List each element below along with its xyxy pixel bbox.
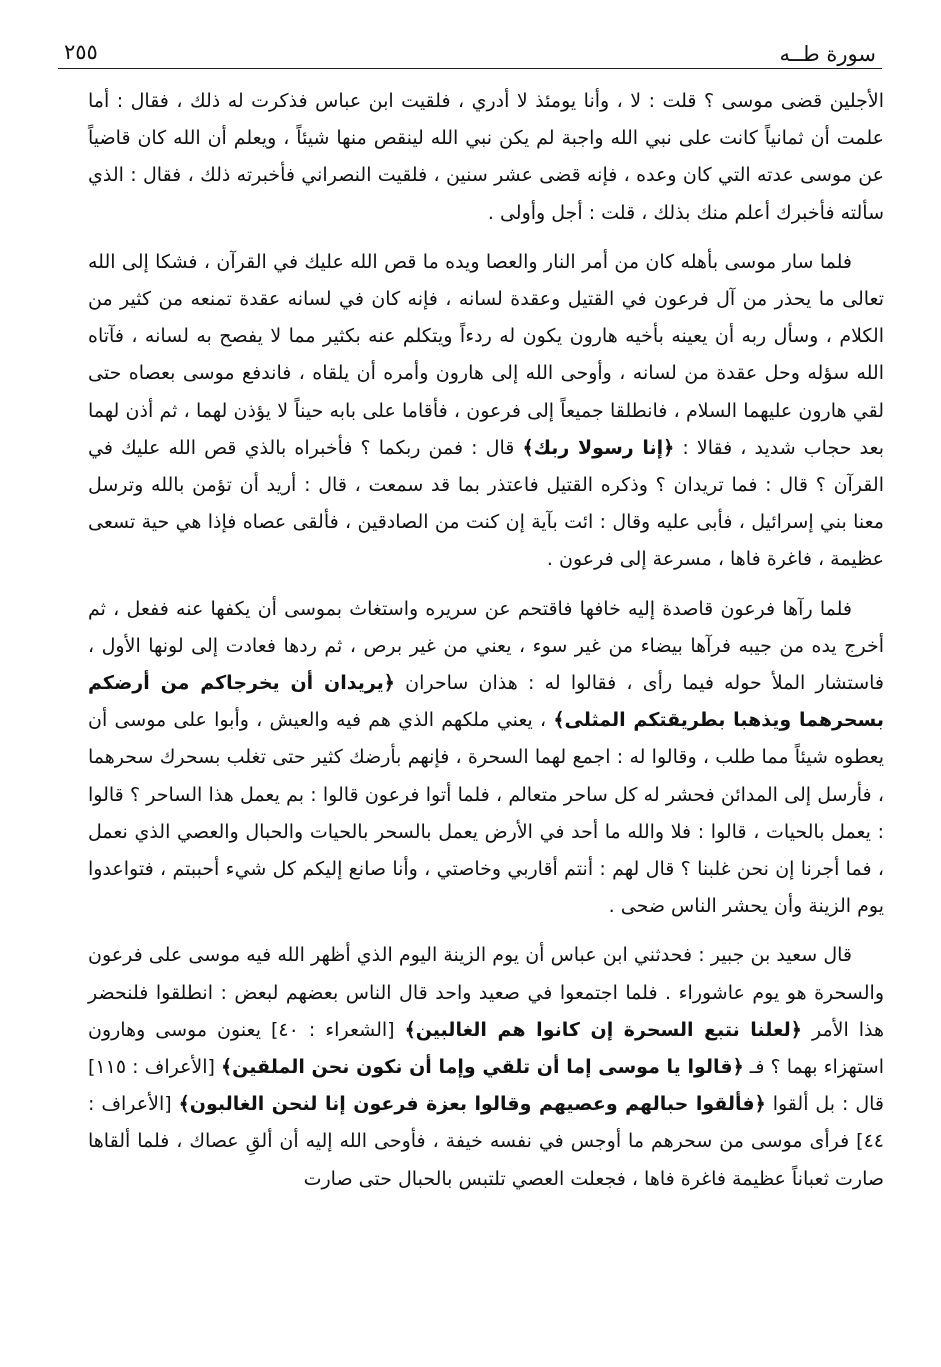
text-span: ، يعني ملكهم الذي هم فيه والعيش ، وأبوا على موسى أن يعطوه شيئاً مما طلب ، وقالوا له : اجمع لهما السحرة ، فإنهم بأرضك كثير حتى تغلب بسحرك سحرهما ، فأرسل إلى المدائن فحشر له كل ساحر متعالم ، فلما أتوا فرعون قالوا : بم يعمل هذا الساحر ؟ قالوا : يعمل بالحيات ، قالوا : فلا والله ما أحد في الأرض يعمل بالسحر بالحيات والحبال والعصي الذي نعمل ، فما أجرنا إن نحن غلبنا ؟ قال لهم : أنتم أقاربي وخاصتي ، وأنا صانع إليكم كل شيء أحببتم ، فتواعدوا يوم الزينة وأن يحشر الناس ضحى . — [88, 709, 884, 918]
text-span: فلما رآها فرعون قاصدة إليه خافها فاقتحم عن سريره واستغاث بموسى أن يكفها عنه ففعل ، ثم أخرج يده من جيبه فرآها بيضاء من غير سوء ، يعني من غير برص ، ثم ردها فعادت إلى لونها الأول ، فاستشار الملأ حوله فيما رأى ، فقالوا له : هذان ساحران — [88, 597, 884, 695]
text-span: [الأعراف : ٤٤] فرأى موسى من سحرهم ما أوجس في نفسه خيفة ، فأوحى الله إليه أن ألقِ عصاك ، فلما ألقاها صارت ثعباناً عظيمة فاغرة فاها ، فجعلت العصي تلتبس بالحبال حتى صارت — [88, 1093, 884, 1190]
paragraph-1 — [88, 83, 884, 232]
page-number: ٢٥٥ — [64, 40, 98, 64]
quran-quote: ﴿إنا رسولا ربك﴾ — [522, 436, 675, 459]
paragraph-3 — [88, 591, 884, 926]
paragraph-4 — [88, 937, 884, 1197]
text-span: [الشعراء : ٤٠] يعنون موسى وهارون استهزاء بهما ؟ فـ — [88, 1018, 885, 1079]
text-span: [الأعراف : ١١٥] قال : بل ألقوا — [88, 1056, 885, 1116]
text-span: الأجلين قضى موسى ؟ قلت : لا ، وأنا يومئذ لا أدري ، فلقيت ابن عباس فذكرت له ذلك ، فقال : أما علمت أن ثمانياً كانت على نبي الله واجبة لم يكن نبي الله لينقص منها شيئاً ، ويعلم أن الله كان قاضياً عن موسى عدته التي كان وعده ، فإنه قضى عشر سنين ، فلقيت النصراني فأخبرته ذلك ، فقال : الذي سألته فأخبرك أعلم منك بذلك ، قلت : أجل وأولى . — [88, 90, 884, 224]
quran-quote: ﴿فألقوا حبالهم وعصيهم وقالوا بعزة فرعون إنا لنحن الغالبون﴾ — [178, 1093, 766, 1116]
text-span: فلما سار موسى بأهله كان من أمر النار والعصا ويده ما قص الله عليك في القرآن ، فشكا إلى الله تعالى ما يحذر من آل فرعون في القتيل وعقدة لسانه ، فإنه كان في لسانه عقدة تمنعه من كثير من الكلام ، وسأل ربه أن يعينه بأخيه هارون يكون له ردءاً ويتكلم عنه بكثير مما لا يفصح به لسانه ، فآتاه الله سؤله وحل عقدة من لسانه ، وأوحى الله إلى هارون وأمره أن يلقاه ، فاندفع موسى بعصاه حتى لقي هارون عليهما السلام ، فانطلقا جميعاً إلى فرعون ، فأقاما على بابه حيناً لا يؤذن لهما ، ثم أذن لهما بعد حجاب شديد ، فقالا : — [88, 250, 884, 459]
surah-title: سورة طــه — [779, 42, 876, 66]
quran-quote: ﴿لعلنا نتبع السحرة إن كانوا هم الغالبين﴾ — [404, 1018, 802, 1041]
quran-quote: ﴿قالوا يا موسى إما أن تلقي وإما أن نكون نحن الملقين﴾ — [221, 1056, 744, 1079]
quran-quote: ﴿يريدان أن يخرجاكم من أرضكم بسحرهما ويذهبا بطريقتكم المثلى﴾ — [88, 672, 884, 732]
page-header — [58, 40, 882, 69]
text-span: قال : فمن ربكما ؟ فأخبراه بالذي قص الله عليك في القرآن ؟ قال : فما تريدان ؟ وذكره القتيل فاعتذر بما قد سمعت ، قال : أريد أن تؤمن بالله وترسل معنا بني إسرائيل ، فأبى عليه وقال : ائت بآية إن كنت من الصادقين ، فألقى عصاه فإذا هي حية تسعى عظيمة ، فاغرة فاها ، مسرعة إلى فرعون . — [88, 436, 884, 571]
page-body — [88, 83, 884, 1210]
text-span: قال سعيد بن جبير : فحدثني ابن عباس أن يوم الزينة اليوم الذي أظهر الله فيه موسى على فرعون والسحرة هو يوم عاشوراء . فلما اجتمعوا في صعيد واحد قال الناس بعضهم لبعض : انطلقوا فلنحضر هذا الأمر — [88, 944, 885, 1041]
paragraph-2 — [88, 244, 884, 579]
